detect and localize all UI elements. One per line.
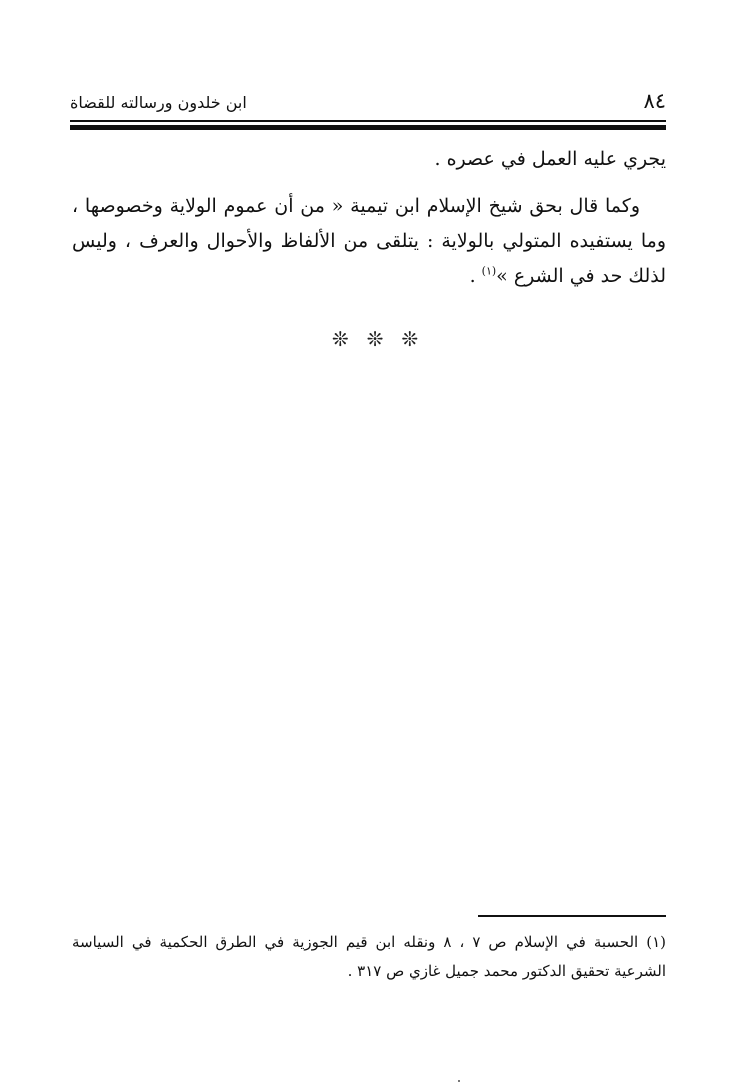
page-number: ٨٤ xyxy=(643,89,666,113)
paragraph-1: يجري عليه العمل في عصره . xyxy=(434,148,666,170)
section-divider-ornament xyxy=(0,326,750,352)
asterism-icon: ❊ xyxy=(401,327,419,351)
body-text xyxy=(72,142,666,294)
scan-speck xyxy=(458,1080,460,1082)
asterism-icon: ❊ xyxy=(331,327,349,351)
header-rule-thick xyxy=(70,125,666,130)
running-header xyxy=(70,88,666,118)
paragraph-2-end: . xyxy=(469,265,482,287)
footnote-reference: (١) xyxy=(481,264,497,278)
footnotes xyxy=(72,928,666,986)
asterism-icon: ❊ xyxy=(366,327,384,351)
footnote-1: (١) الحسبة في الإسلام ص ٧ ، ٨ ونقله ابن قيم الجوزية في الطرق الحكمية في السياسة الشرعية تحقيق الدكتور محمد جميل غازي ص ٣١٧ . xyxy=(72,933,666,980)
footnote-separator xyxy=(478,915,666,917)
paragraph-2-text: وكما قال بحق شيخ الإسلام ابن تيمية « من أن عموم الولاية وخصوصها ، وما يستفيده المتولي بالولاية : يتلقى من الألفاظ والأحوال والعرف ، وليس لذلك حد في الشرع » xyxy=(72,195,666,287)
running-title: ابن خلدون ورسالته للقضاة xyxy=(70,93,247,112)
header-rule-thin xyxy=(70,120,666,122)
paragraph-2 xyxy=(72,189,666,294)
